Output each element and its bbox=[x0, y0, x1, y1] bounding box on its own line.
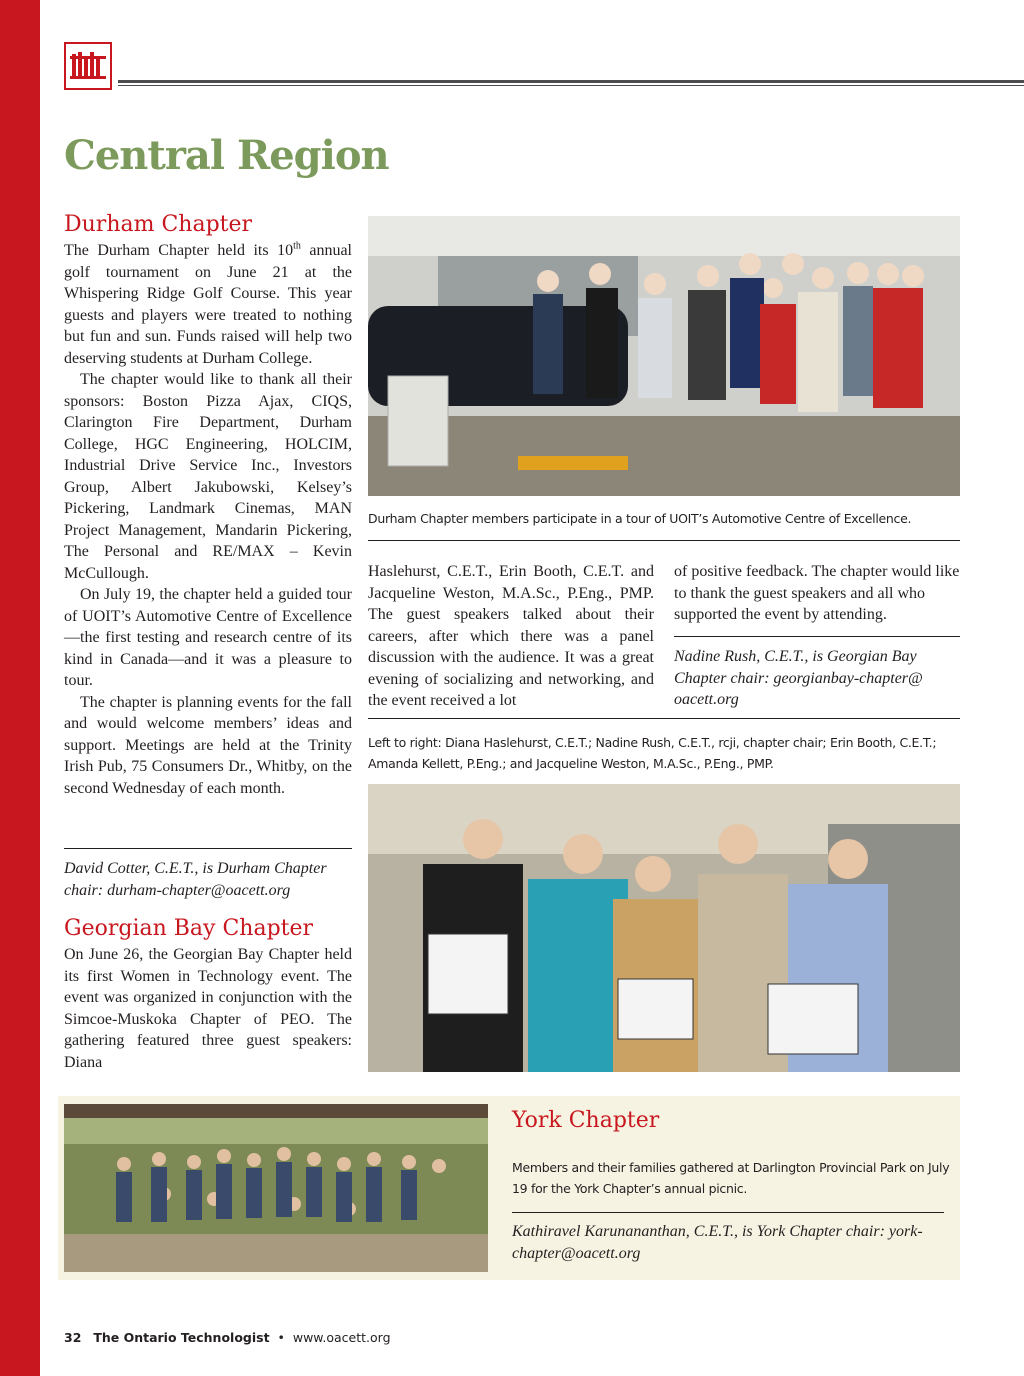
durham-photo bbox=[368, 216, 960, 496]
durham-p3: On July 19, the chapter held a guided tour of UOIT’s Automotive Centre of Excellence—the first testing and research centre of its kind in Canada—and it was a pleasure to tour. bbox=[64, 586, 352, 689]
york-signature: Kathiravel Karunananthan, C.E.T., is York Chapter chair: york-chapter@oacett.org bbox=[512, 1223, 923, 1262]
georgian-p1: On June 26, the Georgian Bay Chapter held its first Women in Technology event. The event was organized in conjunction with the Simcoe-Muskoka Chapter of PEO. The gathering featured three guest speakers: Diana bbox=[64, 946, 352, 1071]
durham-p1-b: annual golf tournament on June 21 at the Whispering Ridge Golf Course. This year guests and players were treated to nothing but fun and sun. Funds raised will help two deserving students at Durham College. bbox=[64, 242, 352, 367]
georgian-sig-rule bbox=[674, 636, 960, 637]
page-footer bbox=[64, 1330, 391, 1345]
durham-body bbox=[64, 240, 352, 799]
header-rule bbox=[118, 80, 1024, 83]
caption-rule-2 bbox=[368, 718, 960, 719]
york-photo bbox=[64, 1104, 488, 1272]
page-side-bar bbox=[0, 0, 40, 1376]
footer-separator: • bbox=[277, 1330, 285, 1345]
georgian-photo bbox=[368, 784, 960, 1072]
york-heading: York Chapter bbox=[512, 1108, 660, 1133]
georgian-signature: Nadine Rush, C.E.T., is Georgian Bay Chapter chair: georgianbay-chapter@ oacett.org bbox=[674, 648, 923, 708]
durham-p1-a: The Durham Chapter held its 10 bbox=[64, 242, 294, 259]
georgian-heading: Georgian Bay Chapter bbox=[64, 916, 314, 941]
durham-p2: The chapter would like to thank all their sponsors: Boston Pizza Ajax, CIQS, Clarington Fire Department, Durham College, HGC Engineering, HOLCIM, Industrial Drive Service Inc., Investors Group, Albert Jakubowski, Kelsey’s Pickering, Landmark Cinemas, MAN Project Management, Mandarin Pickering, The Personal and RE/MAX – Kevin McCullough. bbox=[64, 371, 352, 582]
georgian-p1-cont: Haslehurst, C.E.T., Erin Booth, C.E.T. and Jacqueline Weston, M.A.Sc., P.Eng., PMP. The guest speakers talked about their careers, after which there was a panel discussion with the audience. It was a great evening of socializing and networking, and the event received a lot bbox=[368, 563, 654, 709]
durham-photo-caption: Durham Chapter members participate in a tour of UOIT’s Automotive Centre of Excellence. bbox=[368, 511, 912, 526]
georgian-photo-caption: Left to right: Diana Haslehurst, C.E.T.; Nadine Rush, C.E.T., rcji, chapter chair; Erin Booth, C.E.T.; Amanda Kellett, P.Eng.; and Jacqueline Weston, M.A.Sc., P.Eng., PMP. bbox=[368, 735, 937, 771]
oacett-logo bbox=[64, 42, 112, 90]
georgian-body-col3 bbox=[674, 561, 960, 626]
durham-sig-rule bbox=[64, 848, 352, 849]
york-caption: Members and their families gathered at Darlington Provincial Park on July 19 for the York Chapter’s annual picnic. bbox=[512, 1160, 950, 1196]
durham-signature: David Cotter, C.E.T., is Durham Chapter chair: durham-chapter@oacett.org bbox=[64, 860, 327, 899]
footer-url[interactable]: www.oacett.org bbox=[292, 1330, 391, 1345]
york-sig-rule bbox=[512, 1212, 944, 1213]
header-rule-thin bbox=[118, 85, 1024, 86]
page-number: 32 bbox=[64, 1330, 82, 1345]
georgian-p1-cont2: of positive feedback. The chapter would like to thank the guest speakers and all who supported the event by attending. bbox=[674, 563, 960, 623]
page-title: Central Region bbox=[64, 132, 389, 179]
durham-heading: Durham Chapter bbox=[64, 212, 253, 237]
georgian-body bbox=[64, 944, 352, 1073]
durham-p1-sup: th bbox=[293, 240, 301, 252]
georgian-body-col2 bbox=[368, 561, 654, 712]
durham-p4: The chapter is planning events for the fall and would welcome members’ ideas and support. Meetings are held at the Trinity Irish Pub, 75 Consumers Dr., Whitby, on the second Wednesday of each month. bbox=[64, 693, 352, 797]
publication-name: The Ontario Technologist bbox=[93, 1330, 270, 1345]
caption-rule-1 bbox=[368, 540, 960, 541]
